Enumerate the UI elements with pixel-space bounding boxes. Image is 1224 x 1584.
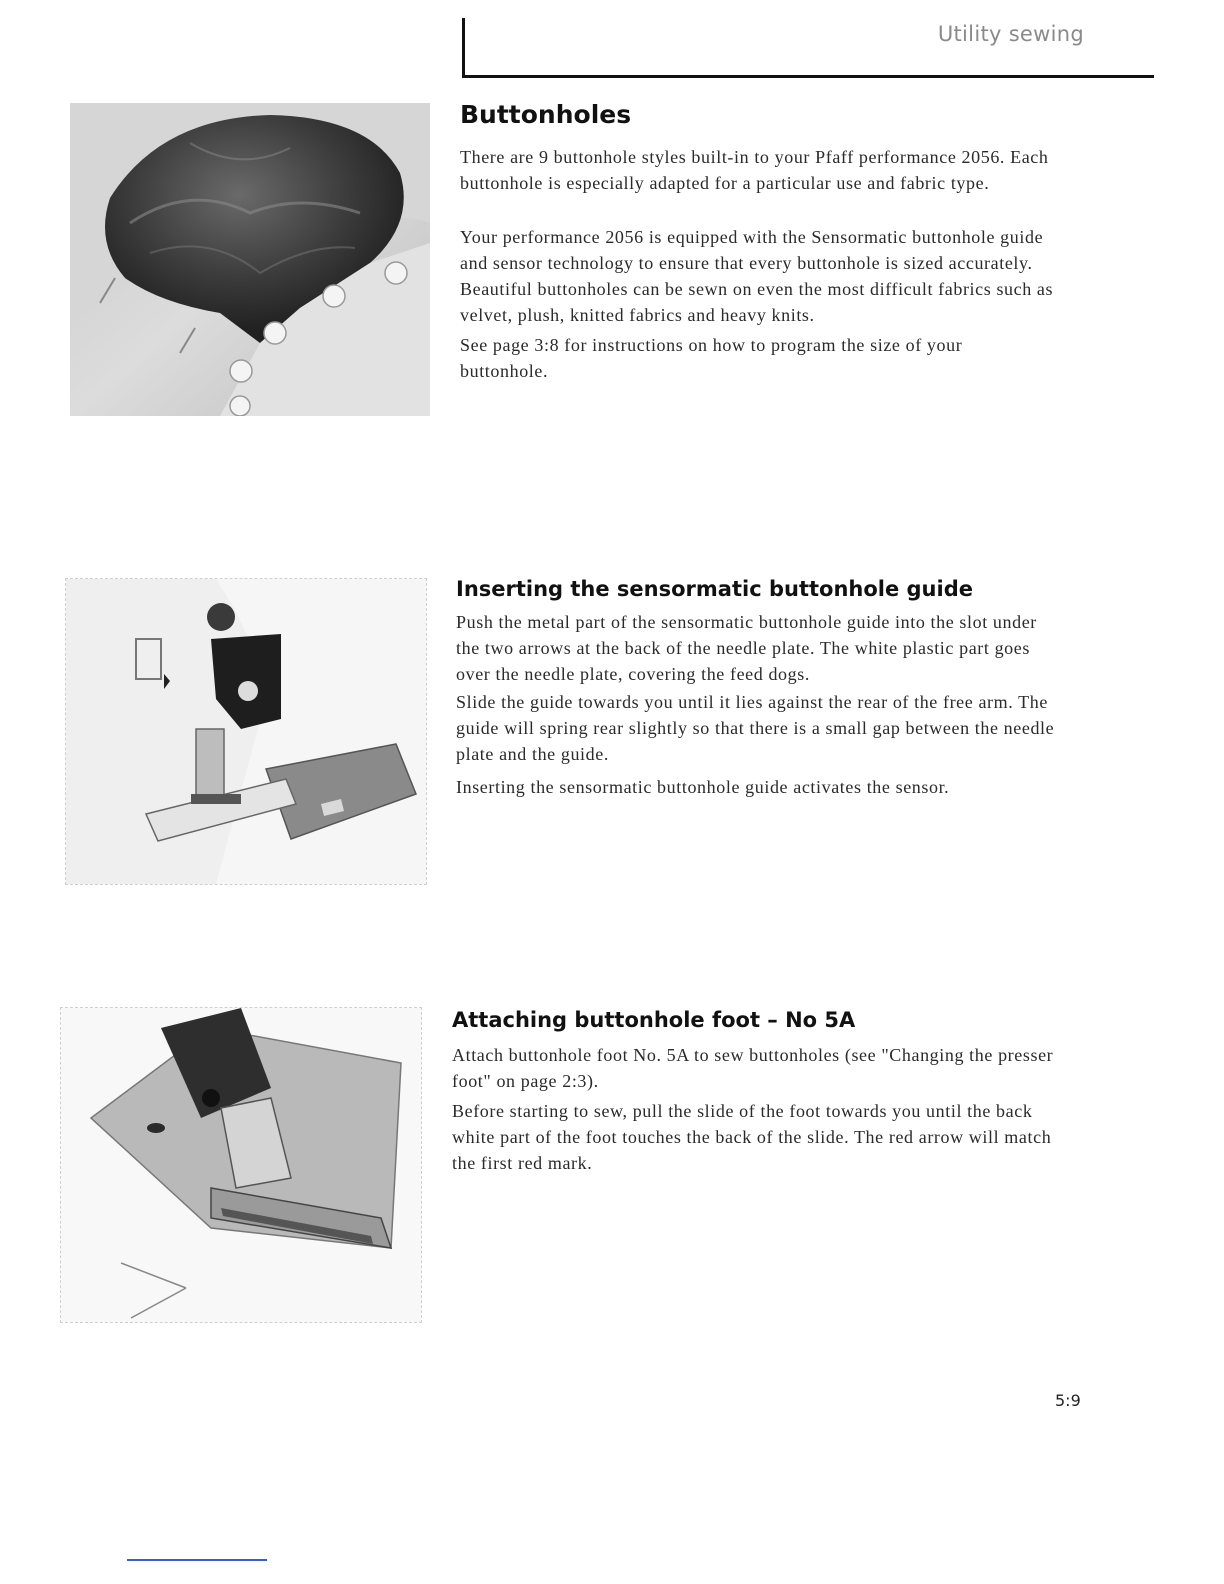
buttonhole-foot-photo	[60, 1007, 422, 1323]
buttonhole-foot-paragraph-1: Attach buttonhole foot No. 5A to sew buttonholes (see "Changing the presser foot" on page 2:3).	[452, 1045, 1054, 1091]
header-horizontal-rule	[462, 75, 1154, 78]
section-label: Utility sewing	[937, 22, 1084, 46]
bottom-rule	[127, 1559, 267, 1561]
sensormatic-guide-paragraph-1: Push the metal part of the sensormatic buttonhole guide into the slot under the two arrows at the back of the needle plate. The white plastic part goes over the needle plate, covering the feed dogs.	[456, 612, 1037, 684]
buttonholes-paragraph-3: See page 3:8 for instructions on how to program the size of your buttonhole.	[460, 335, 963, 381]
buttonholes-heading: Buttonholes	[460, 100, 632, 129]
sensormatic-guide-paragraph-2: Slide the guide towards you until it lies against the rear of the free arm. The guide will spring rear slightly so that there is a small gap between the needle plate and the guide.	[456, 692, 1055, 764]
buttonholes-paragraph-2: Your performance 2056 is equipped with the Sensormatic buttonhole guide and sensor technology to ensure that every buttonhole is sized accurately. Beautiful buttonholes can be sewn on even the most difficult fabrics such as velvet, plush, knitted fabrics and heavy knits.	[460, 227, 1054, 325]
sensormatic-guide-photo	[65, 578, 427, 885]
velvet-garment-photo	[70, 103, 430, 416]
buttonhole-foot-heading: Attaching buttonhole foot – No 5A	[452, 1008, 856, 1032]
sensormatic-guide-paragraph-3: Inserting the sensormatic buttonhole guide activates the sensor.	[456, 777, 950, 797]
header-vertical-rule	[462, 18, 465, 76]
page-number: 5:9	[1055, 1391, 1081, 1410]
sensormatic-guide-heading: Inserting the sensormatic buttonhole guide	[456, 577, 973, 601]
buttonhole-foot-paragraph-2: Before starting to sew, pull the slide of the foot towards you until the back white part of the foot touches the back of the slide. The red arrow will match the first red mark.	[452, 1101, 1052, 1173]
buttonholes-paragraph-1: There are 9 buttonhole styles built-in to your Pfaff performance 2056. Each buttonhole is especially adapted for a particular use and fabric type.	[460, 147, 1049, 193]
